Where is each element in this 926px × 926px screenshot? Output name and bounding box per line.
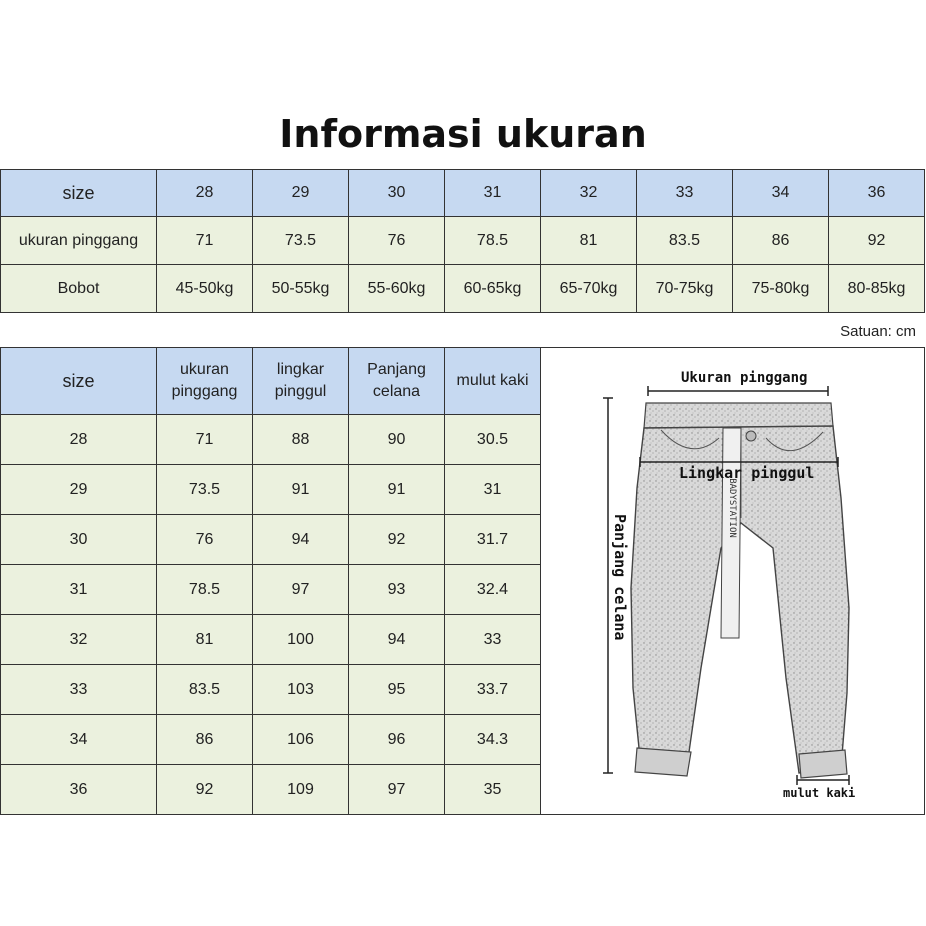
hem-label: mulut kaki bbox=[783, 786, 856, 800]
belt-text: BADYSTATION bbox=[727, 478, 737, 538]
table-cell: 34.3 bbox=[445, 715, 541, 765]
table-cell: 90 bbox=[349, 415, 445, 465]
table-cell: 31 bbox=[445, 170, 541, 217]
waist-label: Ukuran pinggang bbox=[681, 370, 808, 386]
table-row bbox=[1, 515, 541, 565]
row-label: Bobot bbox=[1, 265, 157, 313]
table-row bbox=[1, 265, 925, 313]
column-header-line: Panjang bbox=[367, 361, 426, 379]
column-header-line: mulut kaki bbox=[456, 372, 529, 390]
table-row bbox=[1, 615, 541, 665]
table-cell: 30 bbox=[349, 170, 445, 217]
table-cell: 91 bbox=[349, 465, 445, 515]
table-cell: 81 bbox=[541, 217, 637, 265]
column-header-line: size bbox=[62, 370, 95, 391]
table-row bbox=[1, 415, 541, 465]
table-row bbox=[1, 565, 541, 615]
table-cell: 71 bbox=[157, 217, 253, 265]
column-header bbox=[349, 348, 445, 415]
table-cell: 31 bbox=[445, 465, 541, 515]
table-cell: 103 bbox=[253, 665, 349, 715]
table-cell: 83.5 bbox=[637, 217, 733, 265]
table-cell: 45-50kg bbox=[157, 265, 253, 313]
table-cell: 50-55kg bbox=[253, 265, 349, 313]
table-row bbox=[1, 665, 541, 715]
table-cell: 97 bbox=[253, 565, 349, 615]
table-cell: 65-70kg bbox=[541, 265, 637, 313]
table-cell: 92 bbox=[349, 515, 445, 565]
column-header-line: lingkar bbox=[276, 361, 325, 379]
table-row bbox=[1, 715, 541, 765]
table-cell: 92 bbox=[157, 765, 253, 815]
table-cell: 32.4 bbox=[445, 565, 541, 615]
table-cell: 109 bbox=[253, 765, 349, 815]
table-cell: 81 bbox=[157, 615, 253, 665]
column-header-line: ukuran bbox=[180, 361, 229, 379]
table-cell: 76 bbox=[349, 217, 445, 265]
table-cell: 30 bbox=[1, 515, 157, 565]
column-header bbox=[157, 348, 253, 415]
page-title: Informasi ukuran bbox=[279, 112, 647, 156]
table-cell: 29 bbox=[253, 170, 349, 217]
table-cell: 33 bbox=[1, 665, 157, 715]
column-header bbox=[253, 348, 349, 415]
table-header-row bbox=[1, 348, 541, 415]
row-label: size bbox=[1, 170, 157, 217]
table-row bbox=[1, 465, 541, 515]
row-label: ukuran pinggang bbox=[1, 217, 157, 265]
table-cell: 29 bbox=[1, 465, 157, 515]
table-cell: 97 bbox=[349, 765, 445, 815]
column-header-line: pinggang bbox=[171, 383, 238, 400]
table-cell: 71 bbox=[157, 415, 253, 465]
table-row bbox=[1, 217, 925, 265]
table-row bbox=[1, 765, 541, 815]
table-cell: 86 bbox=[733, 217, 829, 265]
table-cell: 106 bbox=[253, 715, 349, 765]
jeans-illustration bbox=[541, 348, 925, 816]
table-cell: 100 bbox=[253, 615, 349, 665]
table-cell: 70-75kg bbox=[637, 265, 733, 313]
table-cell: 95 bbox=[349, 665, 445, 715]
table-cell: 33.7 bbox=[445, 665, 541, 715]
column-header-line: pinggul bbox=[274, 383, 327, 400]
size-measurement-table bbox=[0, 347, 541, 815]
table-cell: 30.5 bbox=[445, 415, 541, 465]
table-cell: 73.5 bbox=[157, 465, 253, 515]
table-cell: 78.5 bbox=[445, 217, 541, 265]
column-header bbox=[445, 348, 541, 415]
table-cell: 31.7 bbox=[445, 515, 541, 565]
table-cell: 31 bbox=[1, 565, 157, 615]
table-cell: 28 bbox=[1, 415, 157, 465]
jeans-diagram bbox=[541, 347, 925, 815]
table-cell: 91 bbox=[253, 465, 349, 515]
table-cell: 86 bbox=[157, 715, 253, 765]
table-cell: 28 bbox=[157, 170, 253, 217]
table-cell: 94 bbox=[253, 515, 349, 565]
table-cell: 80-85kg bbox=[829, 265, 925, 313]
hip-label: Lingkar pinggul bbox=[679, 464, 815, 482]
table-cell: 83.5 bbox=[157, 665, 253, 715]
column-header bbox=[1, 348, 157, 415]
size-weight-table bbox=[0, 169, 925, 313]
table-cell: 35 bbox=[445, 765, 541, 815]
table-cell: 36 bbox=[1, 765, 157, 815]
length-label: Panjang celana bbox=[611, 514, 629, 641]
table-cell: 88 bbox=[253, 415, 349, 465]
table-row bbox=[1, 170, 925, 217]
table-cell: 34 bbox=[1, 715, 157, 765]
table-cell: 78.5 bbox=[157, 565, 253, 615]
table-cell: 60-65kg bbox=[445, 265, 541, 313]
table-cell: 75-80kg bbox=[733, 265, 829, 313]
table-cell: 33 bbox=[637, 170, 733, 217]
table-cell: 76 bbox=[157, 515, 253, 565]
unit-note: Satuan: cm bbox=[840, 323, 916, 340]
table-cell: 93 bbox=[349, 565, 445, 615]
table-cell: 32 bbox=[1, 615, 157, 665]
table-cell: 96 bbox=[349, 715, 445, 765]
table-cell: 36 bbox=[829, 170, 925, 217]
table-cell: 34 bbox=[733, 170, 829, 217]
column-header-line: celana bbox=[372, 383, 421, 400]
table-cell: 33 bbox=[445, 615, 541, 665]
table-cell: 55-60kg bbox=[349, 265, 445, 313]
table-cell: 32 bbox=[541, 170, 637, 217]
table-cell: 94 bbox=[349, 615, 445, 665]
table-cell: 73.5 bbox=[253, 217, 349, 265]
table-cell: 92 bbox=[829, 217, 925, 265]
